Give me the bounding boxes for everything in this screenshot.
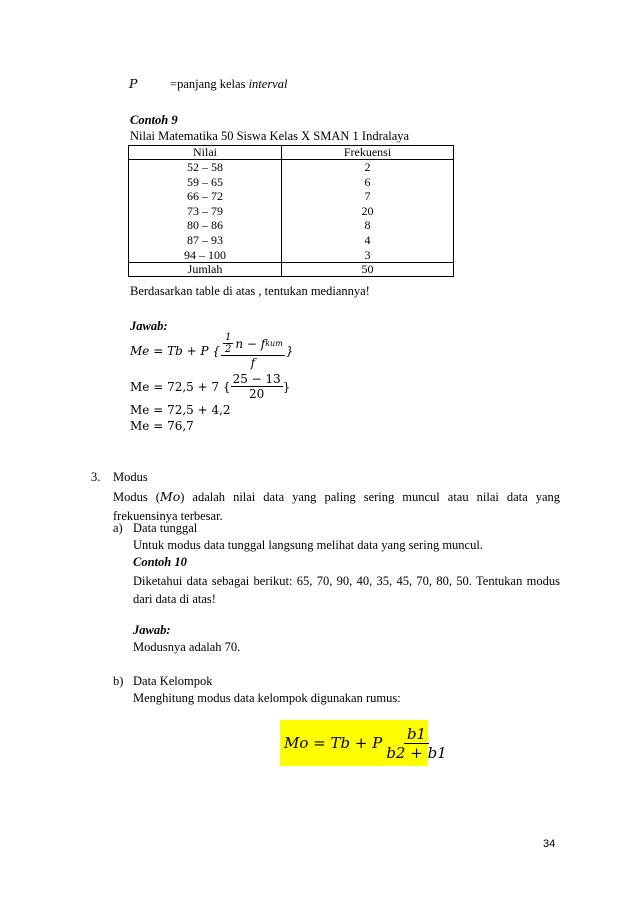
median-step3: Me = 72,5 + 4,2	[130, 403, 231, 417]
contoh10-text: Diketahui data sebagai berikut: 65, 70, 90, 40, 35, 45, 70, 80, 50. Tentukan modus dari data di atas!	[133, 574, 560, 606]
item-a-text: Untuk modus data tunggal langsung melihat data yang sering muncul.	[133, 538, 483, 552]
jawab-label-2: Jawab:	[133, 623, 171, 637]
table-row: 66 – 72 7	[129, 189, 454, 204]
table-footer-total: 50	[282, 263, 454, 277]
item-b-text: Menghitung modus data kelompok digunakan rumus:	[133, 691, 401, 705]
median-formula: Me = Tb + P { $\frac{1}{2}$ n − f kum f }	[130, 332, 294, 370]
contoh10-title: Contoh 10	[133, 555, 187, 569]
table-row: 52 – 58 2	[129, 160, 454, 175]
item-b-title: Data Kelompok	[133, 674, 213, 688]
table-row: 80 – 86 8	[129, 218, 454, 233]
page-number: 34	[543, 838, 556, 850]
median-result: Me = 76,7	[130, 419, 194, 433]
table-row: 87 – 93 4	[129, 233, 454, 248]
frequency-table	[128, 145, 454, 277]
median-substitution: Me = 72,5 + 7 { $\frac{25 - 13}{20}$ }	[130, 372, 291, 401]
table-footer-jumlah: Jumlah	[129, 263, 282, 277]
modus-paragraph: Modus (Mo) adalah nilai data yang paling sering muncul atau nilai data yang frekuensinya terbesar.	[113, 489, 560, 523]
contoh9-desc: Nilai Matematika 50 Siswa Kelas X SMAN 1 Indralaya	[130, 129, 410, 143]
section-heading: Modus	[113, 470, 148, 484]
p-symbol: P	[129, 76, 138, 91]
table-row: 73 – 79 20	[129, 204, 454, 219]
contoh9-title: Contoh 9	[130, 113, 178, 127]
jawab-label: Jawab:	[130, 319, 168, 333]
item-b-label: b)	[113, 674, 124, 688]
item-a-title: Data tunggal	[133, 521, 198, 535]
item-a-label: a)	[113, 521, 123, 535]
table-row: 94 – 100 3	[129, 248, 454, 263]
table-row: 59 – 65 6	[129, 175, 454, 190]
p-definition: =panjang kelas interval	[170, 77, 288, 91]
table-header-frekuensi: Frekuensi	[282, 146, 454, 160]
modus-formula: Mo = Tb + P $\frac{b1}{b2 + b1}$	[284, 724, 447, 762]
table-header-nilai: Nilai	[129, 146, 282, 160]
modus-answer: Modusnya adalah 70.	[133, 640, 241, 654]
contoh9-question: Berdasarkan table di atas , tentukan mediannya!	[130, 284, 370, 298]
section-number: 3.	[91, 470, 101, 484]
